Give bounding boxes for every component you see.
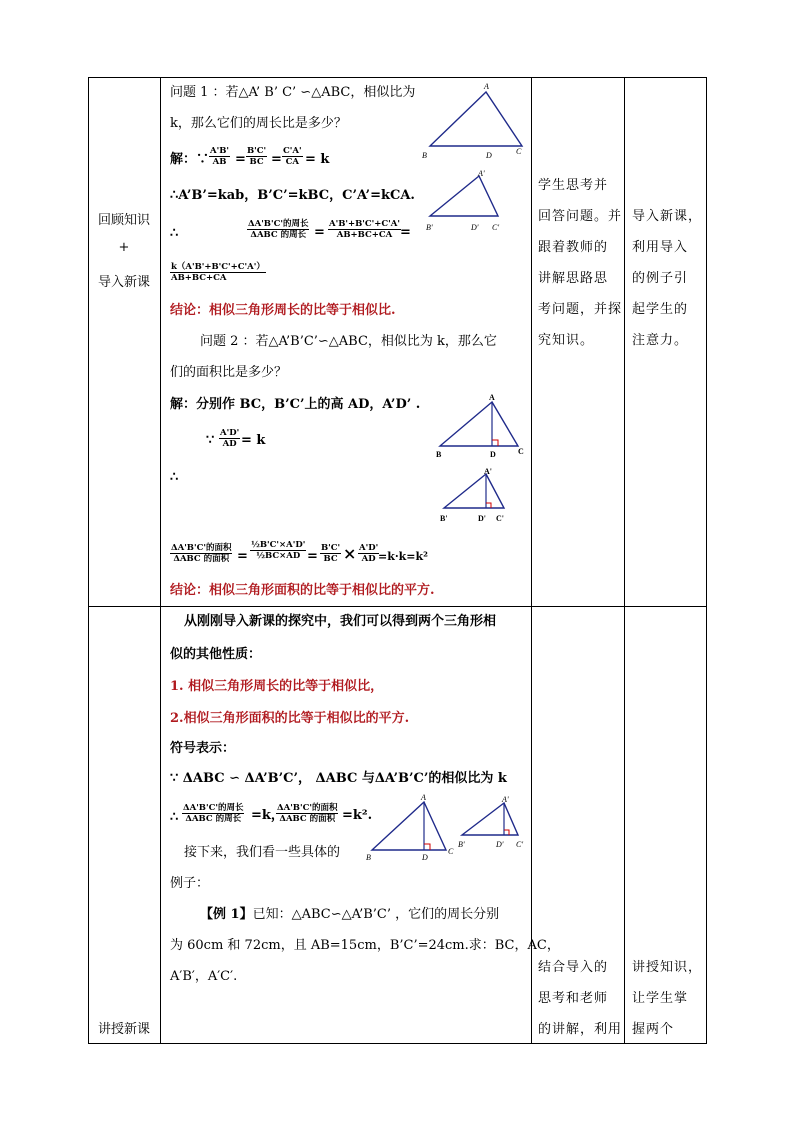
label-D4: D	[422, 853, 428, 862]
row1-label-mid: +	[118, 240, 130, 255]
therefore-3: ∴	[170, 810, 179, 825]
sym-frac1: ΔA'B'C'的周长 ΔABC 的周长	[183, 803, 244, 824]
row2-label: 讲授新课	[97, 1022, 150, 1037]
sol1-frac5: $\frac{A'B'+B'C'+C'A'}{AB+BC+CA}$	[329, 219, 400, 240]
row2-design-intent: 讲授知识， 让学生掌 握两个	[632, 960, 703, 1037]
label-D5: D'	[496, 840, 504, 849]
label-A3: A'	[484, 467, 492, 476]
triangle-a1b1c1-fig1	[424, 168, 514, 234]
therefore-2: ∴	[170, 470, 179, 485]
table-top-border	[88, 77, 707, 78]
next-line2: 例子：	[170, 876, 210, 891]
triangle-a1b1c1-height-fig	[438, 466, 518, 526]
example-line1: 【例 1】已知：△ABC∽△A’B’C’ ，它们的周长分别	[200, 907, 500, 922]
triangle-a1b1c1-height-shape	[444, 474, 504, 508]
triangle-a1b1c1-shape-2	[462, 803, 518, 835]
eq-sign: =	[307, 549, 318, 564]
triangle-a1b1c1-shape	[430, 176, 498, 216]
triangle-abc-shape-2	[372, 802, 446, 850]
label-B2: B	[436, 450, 442, 459]
conclusion2: 结论：相似三角形面积的比等于相似比的平方.	[170, 583, 435, 598]
sol2-frac3: $\frac{\text{½B'C'×A'D'}}{\text{½BC×AD}}$	[251, 540, 306, 561]
sol1-frac4: ΔA'B'C'的周长 ΔABC 的周长	[248, 219, 309, 240]
eq-sign: =	[314, 225, 325, 240]
sol2-times: ×	[343, 544, 357, 563]
label-C2: C	[518, 447, 524, 456]
label-D3: D'	[478, 514, 486, 523]
eq-sign: =	[237, 549, 248, 564]
sol2-frac2: ΔA'B'C'的面积 ΔABC 的面积	[171, 543, 232, 564]
triangle-abc-fig2	[364, 792, 459, 862]
triangle-abc-fig1	[420, 80, 530, 160]
intro-line1: 从刚刚导入新课的探究中，我们可以得到两个三角形相	[184, 614, 497, 629]
row1-label-bottom: 导入新课	[97, 275, 150, 290]
sol1-frac6: $\frac{k(A'B'+B'C'+C'A')}{AB+BC+CA}$	[171, 262, 265, 283]
sol2-because: ∵	[206, 433, 215, 448]
sol1-line2: ∴A’B’=kab，B’C’=kBC，C’A’=kCA.	[170, 188, 415, 203]
q1-line2: k，那么它们的周长比是多少？	[170, 116, 347, 131]
sol2-line1: 解：分别作 BC，B’C’上的高 AD，A’D’ .	[170, 397, 421, 412]
label-A4: A	[421, 793, 426, 802]
example-line2: 为 60cm 和 72cm，且 AB=15cm，B’C’=24cm.求：BC，AC，	[170, 938, 560, 953]
sym-frac2: ΔA'B'C'的面积 ΔABC 的面积	[277, 803, 338, 824]
label-D: D	[486, 151, 492, 160]
label-B3: B'	[440, 514, 448, 523]
label-B4: B	[366, 853, 371, 862]
label-B5: B'	[458, 840, 465, 849]
col-divider-1	[160, 77, 161, 1044]
col-divider-3	[624, 77, 625, 1044]
row1-label-top: 回顾知识	[97, 213, 150, 228]
example-line3: A′B′，A′C′.	[170, 969, 238, 984]
sym-eq2: =k².	[342, 808, 373, 823]
sol2-frac4: $\frac{B'C'}{BC}$	[321, 543, 341, 564]
label-A2: A	[489, 393, 495, 402]
triangle-abc-height-shape	[440, 402, 518, 446]
conclusion1: 结论：相似三角形周长的比等于相似比.	[170, 303, 396, 318]
label-A: A	[484, 82, 489, 91]
right-angle-mark	[504, 830, 509, 835]
row1-design-intent: 导入新课， 利用导入 的例子引 起学生的 注意力。	[632, 209, 703, 348]
right-angle-mark	[424, 844, 430, 850]
sol2-result: =k·k=k²	[378, 550, 428, 563]
label-D1: D'	[471, 223, 479, 232]
triangle-abc-height-fig	[432, 392, 527, 458]
label-A1: A'	[478, 169, 485, 178]
next-line1: 接下来，我们看一些具体的	[184, 845, 341, 860]
sol1-prefix: 解：∵	[170, 152, 210, 167]
label-C: C	[516, 147, 522, 156]
triangle-a1b1c1-fig2	[456, 795, 536, 855]
sol1-frac2: $\frac{B'C'}{BC}$	[247, 146, 267, 167]
example-label: 【例 1】	[200, 907, 253, 922]
table-right-border	[706, 77, 707, 1044]
eq-sign: =	[400, 225, 411, 240]
symbol-label: 符号表示：	[170, 741, 236, 756]
row2-student-activity: 结合导入的 思考和老师 的讲解，利用	[538, 960, 623, 1037]
property-1: 1. 相似三角形周长的比等于相似比，	[170, 679, 384, 694]
eq-sign: =	[235, 152, 246, 167]
sol1-frac1: $\frac{A'B'}{AB}$	[210, 146, 229, 167]
q2-line1: 问题 2 ：若△A’B’C’∽△ABC，相似比为 k，那么它	[200, 334, 497, 349]
row1-student-activity: 学生思考并 回答问题。并 跟着教师的 讲解思路思 考问题，并探 究知识。	[538, 178, 623, 348]
sol2-frac5: $\frac{A'D'}{AD}$	[359, 543, 379, 564]
sol1-frac3: $\frac{C'A'}{CA}$	[283, 146, 302, 167]
q1-line1: 问题 1 ：若△A’ B’ C’ ∽△ABC，相似比为	[170, 85, 416, 100]
sol2-eq-k: = k	[241, 433, 266, 448]
property-2: 2.相似三角形面积的比等于相似比的平方.	[170, 711, 410, 726]
q2-line2: 们的面积比是多少？	[170, 365, 288, 380]
sol1-eq-k: = k	[305, 152, 330, 167]
right-angle-mark	[492, 440, 498, 446]
intro-line2: 似的其他性质：	[170, 647, 262, 662]
triangle-abc-shape	[430, 92, 522, 146]
label-C1: C'	[492, 223, 500, 232]
sym-eq1: =k，	[251, 808, 284, 823]
col-divider-2	[531, 77, 532, 1044]
right-angle-mark	[486, 503, 491, 508]
label-B: B	[422, 151, 427, 160]
label-C4: C	[448, 847, 454, 856]
label-C3: C'	[496, 514, 504, 523]
sol2-frac1: $\frac{A'D'}{AD}$	[220, 428, 240, 449]
label-D2: D	[490, 450, 496, 459]
table-row-divider	[88, 606, 707, 607]
label-A5: A'	[502, 795, 509, 804]
label-B1: B'	[426, 223, 433, 232]
symbol-line: ∵ ΔABC ∽ ΔA’B’C’， ΔABC 与ΔA’B’C’的相似比为 k	[170, 771, 507, 786]
label-C5: C'	[516, 840, 524, 849]
therefore-1: ∴	[170, 226, 179, 241]
eq-sign: =	[271, 152, 282, 167]
